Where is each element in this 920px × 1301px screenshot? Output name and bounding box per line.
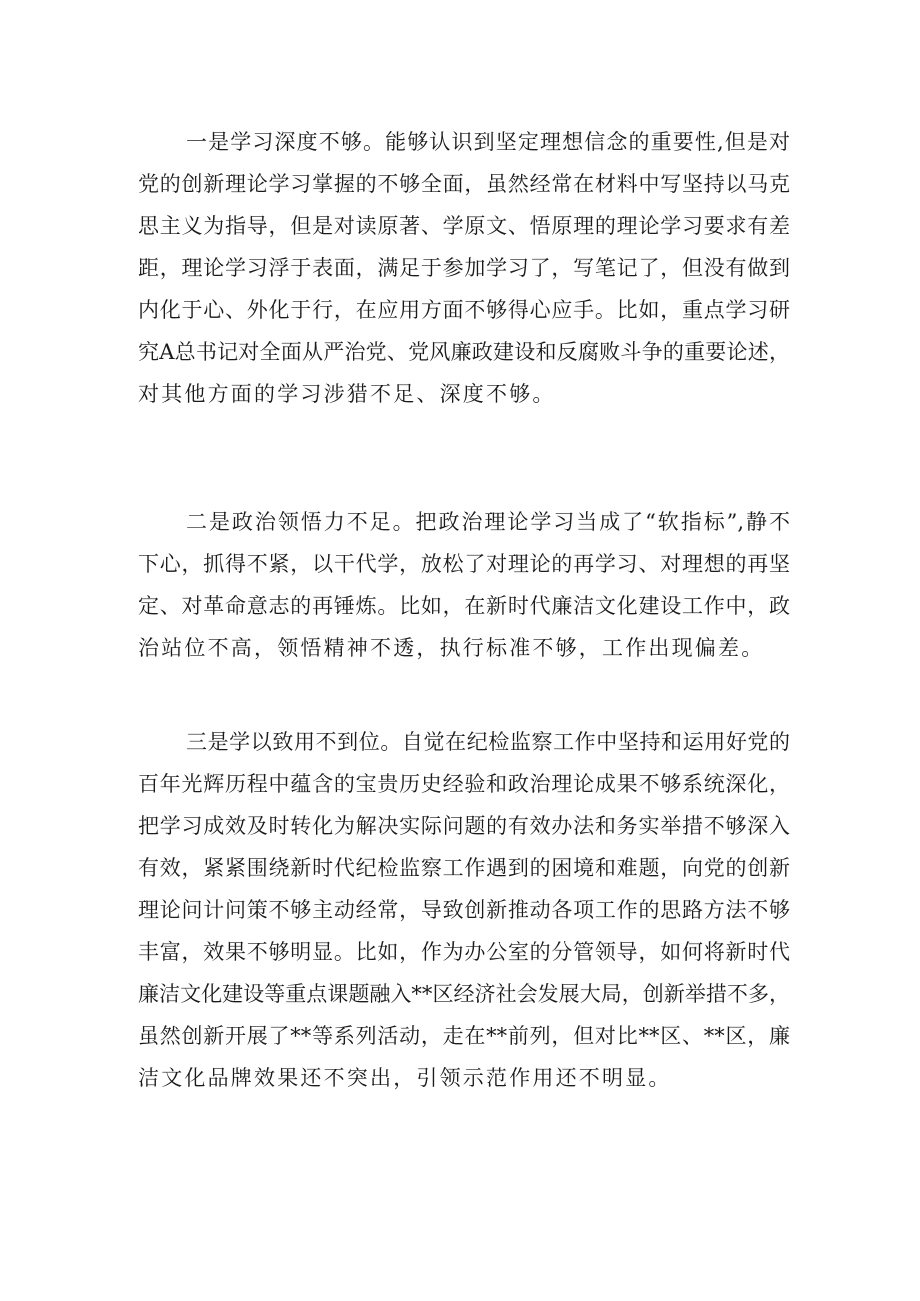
paragraph-line: 三是学以致用不到位。自觉在纪检监察工作中坚持和运用好党的 (186, 730, 790, 754)
paragraph-line: 下心，抓得不紧，以干代学，放松了对理论的再学习、对理想的再坚 (138, 552, 790, 576)
paragraph-line: 把学习成效及时转化为解决实际问题的有效办法和务实举措不够深入 (138, 814, 790, 838)
paragraph-line: 理论问计问策不够主动经常，导致创新推动各项工作的思路方法不够 (138, 898, 790, 922)
paragraph-line: 有效，紧紧围绕新时代纪检监察工作遇到的困境和难题，向党的创新 (138, 856, 790, 880)
paragraph-line: 一是学习深度不够。能够认识到坚定理想信念的重要性,但是对 (186, 130, 790, 154)
paragraph-line: 丰富，效果不够明显。比如，作为办公室的分管领导，如何将新时代 (138, 940, 790, 964)
paragraph-line: 廉洁文化建设等重点课题融入**区经济社会发展大局，创新举措不多， (138, 982, 790, 1006)
paragraph-line: 二是政治领悟力不足。把政治理论学习当成了“软指标”,静不 (186, 510, 790, 534)
paragraph-line: 虽然创新开展了**等系列活动，走在**前列，但对比**区、**区，廉 (138, 1024, 790, 1048)
paragraph-line: 定、对革命意志的再锤炼。比如，在新时代廉洁文化建设工作中，政 (138, 594, 790, 618)
paragraph-line: 党的创新理论学习掌握的不够全面，虽然经常在材料中写坚持以马克 (138, 172, 790, 196)
paragraph-line: 百年光辉历程中蕴含的宝贵历史经验和政治理论成果不够系统深化， (138, 772, 790, 796)
paragraph-line: 思主义为指导，但是对读原著、学原文、悟原理的理论学习要求有差 (138, 214, 790, 238)
paragraph-line: 究A总书记对全面从严治党、党风廉政建设和反腐败斗争的重要论述， (138, 340, 790, 364)
paragraph-line: 距，理论学习浮于表面，满足于参加学习了，写笔记了，但没有做到 (138, 256, 790, 280)
paragraph-line: 洁文化品牌效果还不突出，引领示范作用还不明显。 (138, 1066, 672, 1090)
paragraph-line: 治站位不高，领悟精神不透，执行标准不够，工作出现偏差。 (138, 636, 765, 660)
paragraph-line: 内化于心、外化于行，在应用方面不够得心应手。比如，重点学习研 (138, 298, 790, 322)
paragraph-line: 对其他方面的学习涉猎不足、深度不够。 (138, 382, 556, 406)
